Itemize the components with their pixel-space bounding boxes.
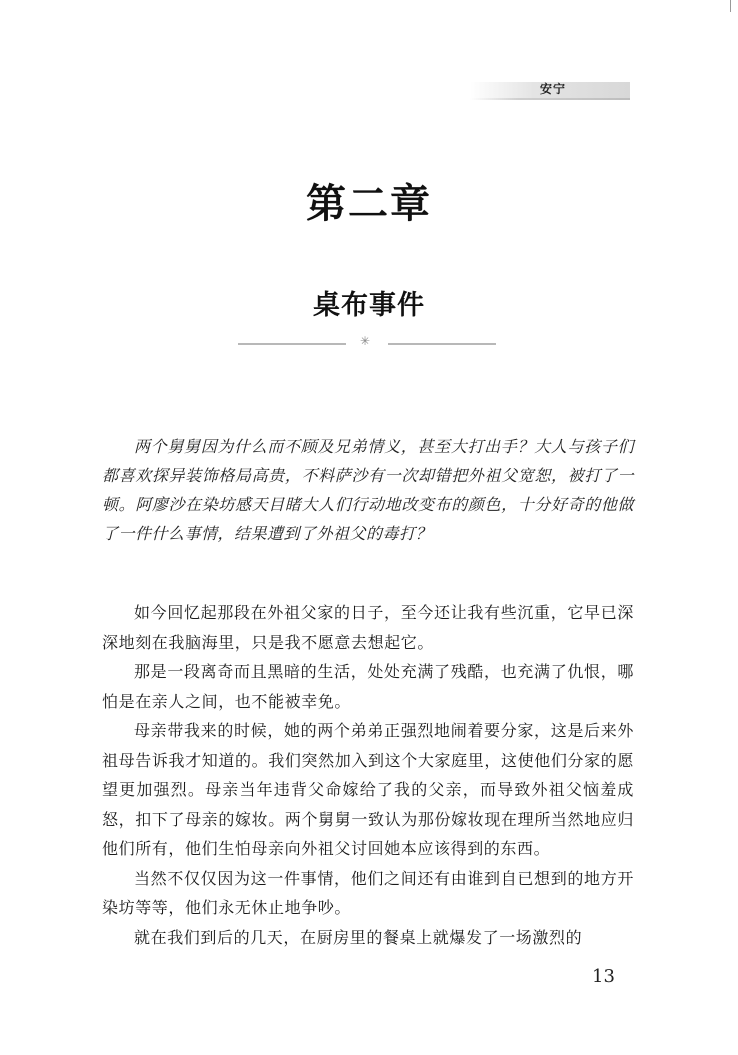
running-header-rule: [470, 98, 630, 100]
chapter-body: [102, 598, 634, 952]
chapter-summary: 两个舅舅因为什么而不顾及兄弟情义，甚至大打出手？大人与孩子们都喜欢探异装饰格局高贵，不料萨沙有一次却错把外祖父宽恕，被打了一顿。阿廖沙在染坊感天目睹大人们行动地改变布的颜色，十分好奇的他做了一件什么事情，结果遭到了外祖父的毒打？: [102, 437, 634, 543]
page-edge-mark: [730, 0, 731, 12]
body-paragraph: 那是一段离奇而且黑暗的生活，处处充满了残酷，也充满了仇恨，哪怕是在亲人之间，也不能被幸免。: [102, 662, 634, 711]
ornament-star-icon: ✳: [360, 334, 371, 348]
ornament-line-left: [238, 343, 346, 345]
body-paragraph: 当然不仅仅因为这一件事情，他们之间还有由谁到自已想到的地方开染坊等等，他们永无休止地争吵。: [102, 868, 634, 917]
running-header-label: 安宁: [540, 82, 567, 96]
ornament-line-right: [388, 343, 496, 345]
body-paragraph: 如今回忆起那段在外祖父家的日子，至今还让我有些沉重，它早已深深地刻在我脑海里，只是我不愿意去想起它。: [102, 603, 634, 652]
chapter-number: 第二章: [306, 181, 432, 227]
page-number: 13: [592, 966, 615, 987]
chapter-title: 桌布事件: [313, 290, 425, 321]
body-paragraph: 就在我们到后的几天，在厨房里的餐桌上就爆发了一场激烈的: [134, 927, 583, 947]
body-paragraph: 母亲带我来的时候，她的两个弟弟正强烈地闹着要分家，这是后来外祖母告诉我才知道的。我们突然加入到这个大家庭里，这使他们分家的愿望更加强烈。母亲当年违背父命嫁给了我的父亲，而导致外祖父恼羞成怒，扣下了母亲的嫁妆。两个舅舅一致认为那份嫁妆现在理所当然地应归他们所有，他们生怕母亲向外祖父讨回她本应该得到的东西。: [102, 721, 634, 858]
